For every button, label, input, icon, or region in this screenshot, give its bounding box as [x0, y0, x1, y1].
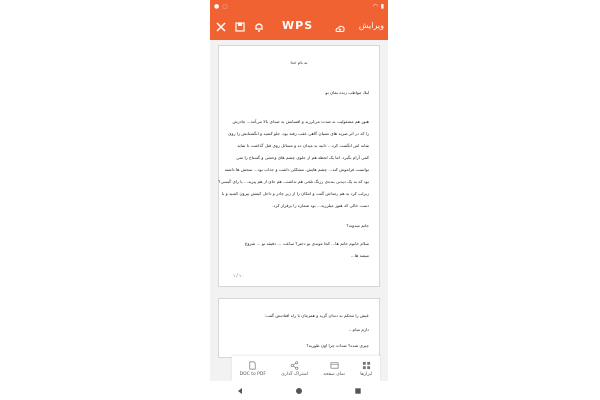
doc-subtitle: لیلا، مواظب زنده بمان تو — [325, 90, 369, 95]
close-icon[interactable] — [215, 21, 227, 33]
page-number: ۱ / ۱۰ — [233, 273, 244, 278]
document-page-2[interactable] — [218, 298, 380, 358]
top-toolbar — [210, 13, 388, 40]
doc-line: توانست فراموش کند... چشم هایش، مشکلی داشت و جذاب بود... سجش ها داشته — [224, 167, 369, 172]
save-icon[interactable] — [234, 21, 246, 33]
page-view-label: نمای صفحه — [323, 371, 345, 377]
page-view-icon — [330, 361, 339, 370]
home-icon[interactable] — [295, 387, 303, 395]
doc-line: شانه اش انگشت کرد... دانیه به میدان ده و مسائل روی قبل گذاشت تا شاید — [237, 143, 369, 148]
doc-line: عیش را محکم به دندان گزید و همزمان با راه افتادنش گفت: — [264, 313, 369, 318]
status-bar — [210, 0, 388, 13]
doc-line: هنوز هم مشغولیت به شدت می‌لرزید و افسانش به صدای بالا می‌آمد... چادرش — [232, 119, 369, 124]
doc-line: دست خالی که هنوز میلرزید... بود شماره را برقرار کرد. — [272, 203, 369, 208]
doc-line: میشه ها... — [350, 253, 369, 258]
phone-screen — [210, 0, 388, 400]
doc-line: کمی آرام بگیرد. اما یک لحظه هم از جلوی چشم های وحشی و گستاخ را نمی — [236, 155, 369, 160]
android-nav-bar — [210, 381, 388, 400]
doc-heading: به نام خدا — [290, 60, 308, 65]
doc-line: را که در اثر ضربه های تشیان گاهی عقب رفته بود، جلو کشید و انگشتانش را روی — [228, 131, 369, 136]
share-icon — [290, 361, 299, 370]
pdf-label: DOC to PDF — [239, 371, 266, 377]
bell-icon[interactable] — [253, 21, 265, 33]
page-view-button[interactable] — [323, 361, 345, 377]
battery-icon: ▮ — [380, 3, 384, 10]
document-page-1[interactable] — [218, 45, 380, 287]
wps-logo: WPS — [282, 19, 314, 32]
doc-line: جانم میدونه؟ — [346, 223, 369, 228]
sync-icon: ◌ — [222, 3, 228, 10]
notification-icon: ● — [214, 3, 220, 10]
doc-line: بود که به یک دیدنی بنده‌ی زرنگ تلخی هم نداشت. هم جای از هم پیرید... با رای گیسی؟ — [218, 179, 369, 184]
bottom-toolbar — [232, 356, 380, 381]
doc-line: سلام خانوم جانم ها... کجا موندی تو دختر؟ ساعت ... دقیقه تو ... شروع — [244, 241, 369, 246]
pdf-icon — [248, 361, 257, 370]
cloud-upload-icon[interactable] — [334, 20, 346, 32]
share-label: اشتراک گذاری — [281, 371, 309, 377]
edit-button[interactable]: ویرایش — [358, 21, 384, 30]
back-icon[interactable] — [236, 387, 244, 395]
recents-icon[interactable] — [354, 387, 362, 395]
share-button[interactable] — [281, 361, 308, 377]
grid-icon — [362, 361, 371, 370]
wifi-icon: ◠ — [372, 3, 378, 10]
doc-line: چیزی شده؟ صدات چرا اون طوریه؟ — [306, 343, 369, 348]
pdf-button[interactable] — [240, 361, 266, 377]
doc-line: زیرلب کرد به هم زمه‌اش گفت و امکان را از زیر چادر و داخل کیفش بیرون کشید و با — [221, 191, 369, 196]
doc-line: دارم میام... — [348, 327, 369, 332]
tools-label: ابزارها — [360, 371, 373, 377]
tools-button[interactable] — [360, 361, 372, 377]
